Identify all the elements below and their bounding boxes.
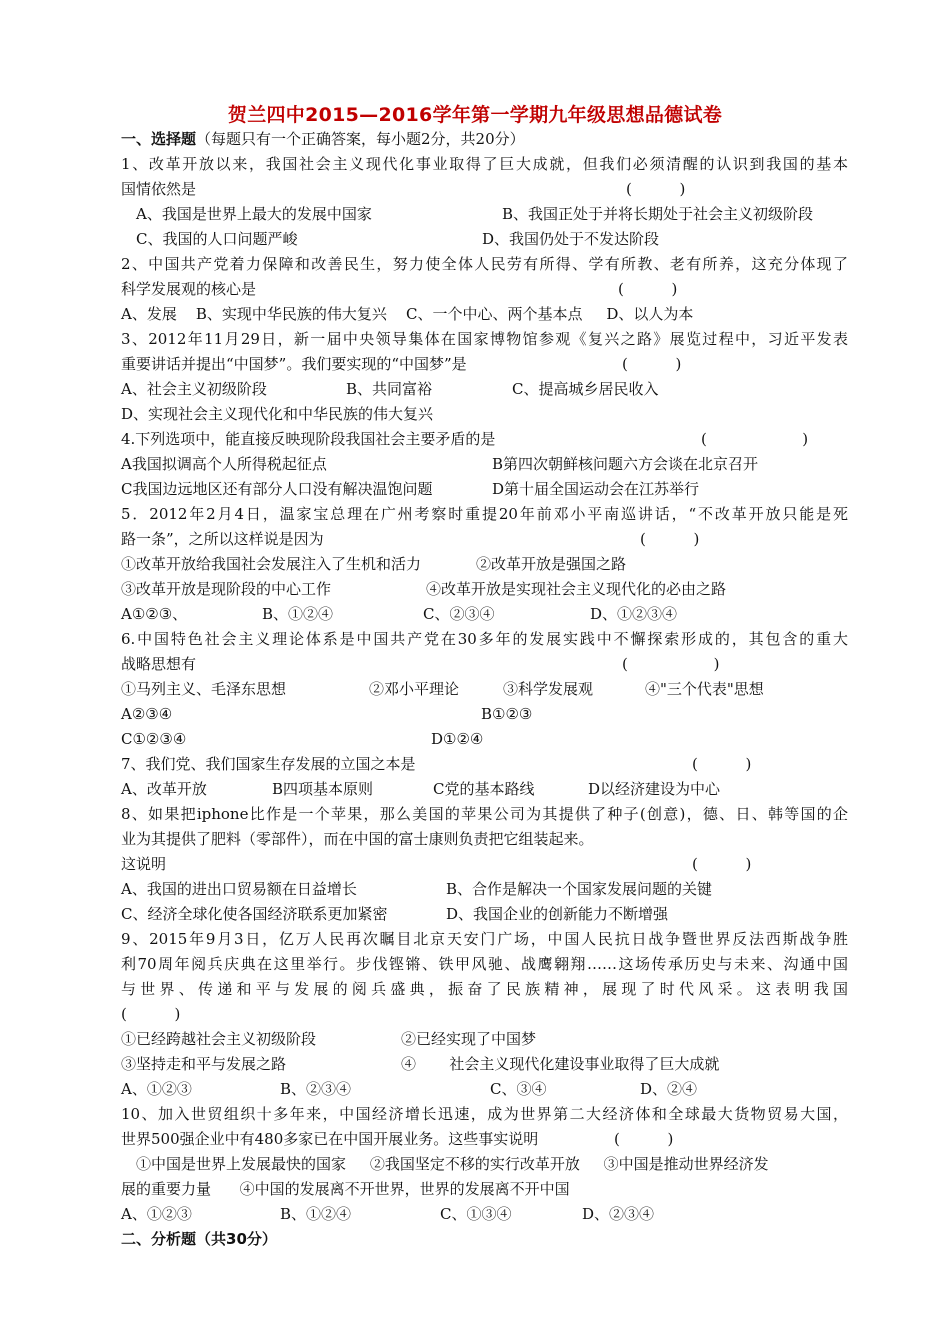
q5-option-a: A①②③、 (121, 605, 188, 623)
q1-option-b: B、我国正处于并将长期处于社会主义初级阶段 (502, 205, 814, 223)
q10-option-a: A、①②③ (121, 1205, 192, 1223)
q6-statement-3: ③科学发展观 (503, 680, 594, 698)
q6-statement-4: ④"三个代表"思想 (645, 680, 764, 698)
q5-stem-line1: 5．2012年2月4日，温家宝总理在广州考察时重提20年前邓小平南巡讲话，“不改革开放只能是死 (121, 505, 848, 523)
q7-stem: 7、我们党、我们国家生存发展的立国之本是 (121, 755, 416, 773)
q10-option-d: D、②③④ (582, 1205, 655, 1223)
q4-option-d: D第十届全国运动会在江苏举行 (492, 480, 700, 498)
q10-stem-line2: 世界500强企业中有480多家已在中国开展业务。这些事实说明 (121, 1130, 539, 1148)
q10-statements-line1: ①中国是世界上发展最快的国家 ②我国坚定不移的实行改革开放 ③中国是推动世界经济发 (136, 1155, 769, 1173)
q9-option-c: C、③④ (490, 1080, 547, 1098)
q5-option-b: B、①②④ (262, 605, 334, 623)
q10-statements-line2: 展的重要力量 ④中国的发展离不开世界，世界的发展离不开中国 (121, 1180, 570, 1198)
q8-option-b: B、合作是解决一个国家发展问题的关键 (446, 880, 713, 898)
q10-stem-line1: 10、加入世贸组织十多年来，中国经济增长迅速，成为世界第二大经济体和全球最大货物贸易大国， (121, 1105, 848, 1123)
q3-option-a: A、社会主义初级阶段 (121, 380, 267, 398)
q7-option-b: B四项基本原则 (272, 780, 374, 798)
q4-option-c: C我国边远地区还有部分人口没有解决温饱问题 (121, 480, 433, 498)
q5-option-d: D、①②③④ (590, 605, 678, 623)
q7-option-c: C党的基本路线 (433, 780, 535, 798)
q2-stem-line2: 科学发展观的核心是 (121, 280, 257, 298)
q2-answer-paren: ( ) (618, 280, 678, 298)
q2-options: A、发展 B、实现中华民族的伟大复兴 C、一个中心、两个基本点 D、以人为本 (121, 305, 694, 323)
q9-statement-2: ②已经实现了中国梦 (401, 1030, 537, 1048)
q1-option-a: A、我国是世界上最大的发展中国家 (136, 205, 372, 223)
section1-note: （每题只有一个正确答案，每小题2分，共20分） (196, 130, 525, 148)
q7-option-d: D以经济建设为中心 (588, 780, 721, 798)
q1-stem-line1: 1、改革开放以来，我国社会主义现代化事业取得了巨大成就，但我们必须清醒的认识到我国的基本 (121, 155, 848, 173)
q9-statement-3: ③坚持走和平与发展之路 (121, 1055, 287, 1073)
q1-option-d: D、我国仍处于不发达阶段 (482, 230, 660, 248)
q1-option-c: C、我国的人口问题严峻 (136, 230, 298, 248)
q3-option-c: C、提高城乡居民收入 (512, 380, 659, 398)
q3-answer-paren: ( ) (622, 355, 682, 373)
q5-statement-1: ①改革开放给我国社会发展注入了生机和活力 (121, 555, 422, 573)
q9-option-a: A、①②③ (121, 1080, 192, 1098)
q2-stem-line1: 2、中国共产党着力保障和改善民生，努力使全体人民劳有所得、学有所教、老有所养，这充分体现了 (121, 255, 848, 273)
q10-answer-paren: ( ) (614, 1130, 674, 1148)
q8-option-a: A、我国的进出口贸易额在日益增长 (121, 880, 357, 898)
q6-stem-line2: 战略思想有 (121, 655, 197, 673)
q5-answer-paren: ( ) (640, 530, 700, 548)
section2-heading: 二、分析题（共30分） (121, 1230, 277, 1248)
q8-stem-line1: 8、如果把iphone比作是一个苹果，那么美国的苹果公司为其提供了种子(创意)，德、日、韩等国的企 (121, 805, 848, 823)
q4-option-a: A我国拟调高个人所得税起征点 (121, 455, 327, 473)
q9-statement-4: ④ 社会主义现代化建设事业取得了巨大成就 (401, 1055, 720, 1073)
q6-option-d: D①②④ (431, 730, 484, 748)
q1-answer-paren: ( ) (626, 180, 686, 198)
q3-stem-line2: 重要讲话并提出“中国梦”。我们要实现的“中国梦”是 (121, 355, 467, 373)
q6-option-c: C①②③④ (121, 730, 187, 748)
q8-option-c: C、经济全球化使各国经济联系更加紧密 (121, 905, 388, 923)
q5-stem-line2: 路一条”，之所以这样说是因为 (121, 530, 324, 548)
q6-statement-1: ①马列主义、毛泽东思想 (121, 680, 287, 698)
q5-option-c: C、②③④ (423, 605, 495, 623)
q8-stem-line3: 这说明 (121, 855, 167, 873)
section1-heading-line (121, 129, 525, 149)
q9-statement-1: ①已经跨越社会主义初级阶段 (121, 1030, 317, 1048)
q8-stem-line2: 业为其提供了肥料（零部件），而在中国的富士康则负责把它组装起来。 (121, 830, 594, 848)
q3-stem-line1: 3、2012年11月29日，新一届中央领导集体在国家博物馆参观《复兴之路》展览过程中，习近平发表 (121, 330, 848, 348)
q7-answer-paren: ( ) (692, 755, 752, 773)
q10-option-c: C、①③④ (440, 1205, 512, 1223)
q4-stem: 4.下列选项中，能直接反映现阶段我国社会主要矛盾的是 (121, 430, 496, 448)
q9-answer-paren: ( ) (121, 1005, 181, 1023)
q9-option-d: D、②④ (640, 1080, 698, 1098)
q9-stem-line3: 与世界、传递和平与发展的阅兵盛典，振奋了民族精神，展现了时代风采。这表明我国 (121, 980, 848, 998)
page-title: 贺兰四中2015—2016学年第一学期九年级思想品德试卷 (227, 104, 723, 126)
section1-heading: 一、选择题 (121, 130, 197, 148)
q7-option-a: A、改革开放 (121, 780, 207, 798)
q6-answer-paren: ( ) (622, 655, 720, 673)
q4-answer-paren: ( ) (701, 430, 809, 448)
q6-statement-2: ②邓小平理论 (369, 680, 460, 698)
q6-option-b: B①②③ (481, 705, 533, 723)
q5-statement-3: ③改革开放是现阶段的中心工作 (121, 580, 332, 598)
q8-option-d: D、我国企业的创新能力不断增强 (446, 905, 669, 923)
q6-option-a: A②③④ (121, 705, 173, 723)
q5-statement-4: ④改革开放是实现社会主义现代化的必由之路 (426, 580, 727, 598)
q8-answer-paren: ( ) (692, 855, 752, 873)
q1-stem-line2: 国情依然是 (121, 180, 197, 198)
q3-option-d: D、实现社会主义现代化和中华民族的伟大复兴 (121, 405, 434, 423)
q9-option-b: B、②③④ (280, 1080, 352, 1098)
q9-stem-line2: 利70周年阅兵庆典在这里举行。步伐铿锵、铁甲风驰、战鹰翱翔……这场传承历史与未来、沟通中国 (121, 955, 848, 973)
q5-statement-2: ②改革开放是强国之路 (476, 555, 627, 573)
q9-stem-line1: 9、2015年9月3日，亿万人民再次瞩目北京天安门广场，中国人民抗日战争暨世界反法西斯战争胜 (121, 930, 848, 948)
q6-stem-line1: 6.中国特色社会主义理论体系是中国共产党在30多年的发展实践中不懈探索形成的，其包含的重大 (121, 630, 848, 648)
q3-option-b: B、共同富裕 (346, 380, 433, 398)
q4-option-b: B第四次朝鲜核问题六方会谈在北京召开 (492, 455, 759, 473)
q10-option-b: B、①②④ (280, 1205, 352, 1223)
